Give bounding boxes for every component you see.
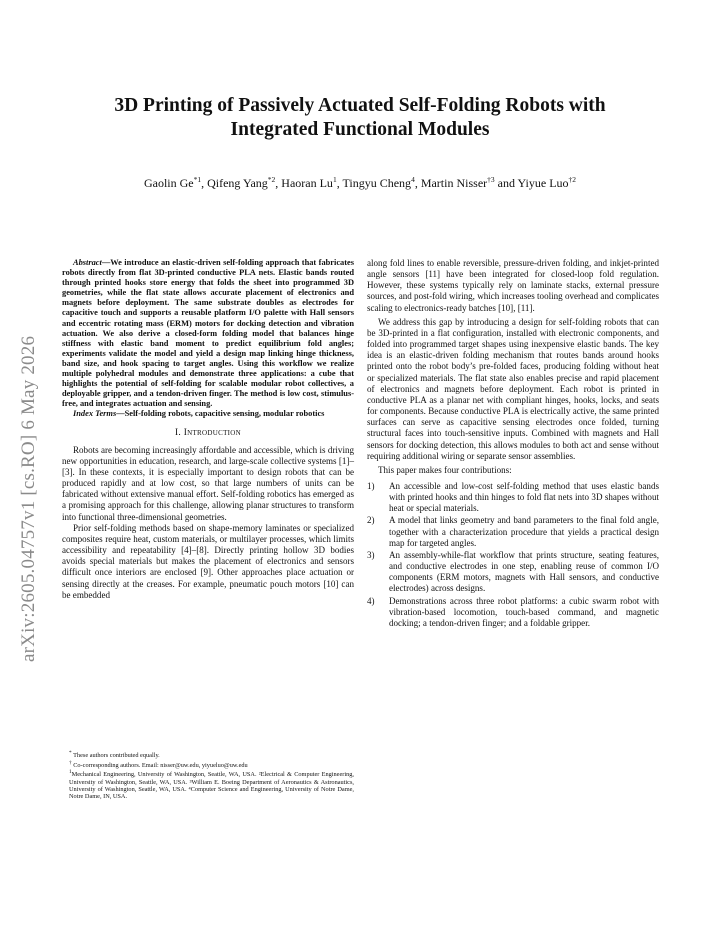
author: Gaolin Ge$^{*1}$, [143,175,208,190]
author: Qifeng Yang$^{*2}$, [207,175,282,190]
title-line-1: 3D Printing of Passively Actuated Self-Folding Robots with [114,95,606,116]
paragraph: We address this gap by introducing a design for self-folding robots that can be 3D-printed in a flat configuration, installed with electronic components, and folded into programmed target shapes using inexpensive elastic bands. The key idea is an elastic-driven folding mechanism that routes bands around hooks printed onto the robot body’s pre-folded faces, producing folding without heat or specialized materials. The flat state also enables precise and rapid placement of electronics and magnets before deployment. Each robot is printed in conductive PLA as a planar net with compliant hinges, hooks, locks, and seats for components. Because conductive PLA is electrically active, the same printed surfaces can serve as capacitive sensing electrodes once folded, turning structural faces into touch-sensitive inputs. Combined with magnets and Hall sensors for docking detection, this allows modules to both act and sense without requiring additional wiring or separate sensor assemblies. [367,316,659,461]
author: Tingyu Cheng$^4$, [342,175,421,190]
abstract-text: —We introduce an elastic-driven self-folding approach that fabricates robots directly from flat 3D-printed conductive PLA nets. Elastic bands routed through printed hooks store energy that folds the sheet into programmed 3D geometries, while the flat state allows accurate placement of electronics and magnets before deployment. The same substrate doubles as electrodes for capacitive touch and supports a reusable platform I/O palette with Hall sensors and eccentric rotating mass (ERM) motors for docking detection and vibration actuation. We also derive a closed-form folding model that balances hinge stiffness with elastic band moment to predict equilibrium fold angles; experiments validate the model and yield a design map linking hinge thickness, band size, and hook spacing to target angles. Using this workflow we realize multiple polyhedral modules and demonstrate three applications: a cube that highlights the potential of self-folding for scalable modular robot collectives, a deployable gripper, and a tendon-driven finger. The method is low cost, stimulus-free, and integrates actuation and sensing. [62,258,354,409]
section-heading-introduction: I. Introduction [175,427,241,438]
footnote-equal-contribution: * These authors contributed equally. [69,750,160,760]
list-item: 1) An accessible and low-cost self-folding method that uses elastic bands with printed hooks and thin hinges to fold flat nets into 3D shapes without heat or special materials. [367,480,659,514]
list-item: 4) Demonstrations across three robot platforms: a cubic swarm robot with vibration-based locomotion, touch-based command, and magnetic docking; a tendon-driven finger; and a foldable gripper. [367,595,659,628]
index-terms [62,409,354,419]
index-terms-text: —Self-folding robots, capacitive sensing, modular robotics [116,409,325,419]
footnote-corresponding-authors: † Co-corresponding authors. Email: nisser@uw.edu, yiyueluo@uw.edu [69,759,248,769]
paper-title [60,94,660,142]
left-column [62,258,354,601]
paragraph: This paper makes four contributions: [378,464,512,475]
list-item: 3) An assembly-while-flat workflow that prints structure, seating features, and conductive electrodes in one step, enabling reuse of common I/O components (ERM motors, magnets with Hall sensors, and conductive electrodes) across designs. [367,549,659,594]
arxiv-identifier: arXiv:2605.04757v1 [cs.RO] 6 May 2026 [18,335,39,662]
title-line-2: Integrated Functional Modules [230,119,490,140]
author: Haoran Lu$^1$, [281,175,343,190]
footnote-affiliations: $^1$Mechanical Engineering, University of Washington, Seattle, WA, USA. ²Electrical & Computer Engineering, University of Washington, Seattle, WA, USA. ³William E. Boeing Department of Aeronautics & Astronautics, University of Washington, Seattle, WA, USA. ⁴Computer Science and Engineering, University of Notre Dame, Notre Dame, IN, USA. [69,769,354,801]
footnotes [62,750,354,801]
abstract-label: Abstract [73,258,102,267]
list-item: 2) A model that links geometry and band parameters to the final fold angle, together with a characterization procedure that yields a practical design map for targeted angles. [367,515,659,548]
paragraph: Prior self-folding methods based on shape-memory laminates or specialized composites require heat, custom materials, or multilayer processes, which limits accessibility and repeatability [4]–[8]. Directly printing hollow 3D bodies avoids special materials but makes the placement of electronics and sensors difficult once interiors are enclosed [9]. Other approaches place actuation or sensing directly at the creases. For example, pneumatic pouch motors [10] can be embedded [62,522,354,600]
author: Yiyue Luo$^{\dagger 2}$ [517,175,577,190]
author: Martin Nisser$^{\dagger 3}$ and [420,175,518,190]
right-column [367,258,659,630]
paragraph: along fold lines to enable reversible, pressure-driven folding, and inkjet-printed angle sensors [11] have been integrated for closed-loop fold regulation. However, these systems typically rely on laminate stacks, external pressure sources, and post-fold wiring, which increases tooling overhead and complicates scaling to electronics-ready batches [10], [11]. [367,258,659,313]
index-terms-label: Index Terms [73,409,117,419]
abstract [62,258,354,409]
author-list [60,175,660,191]
paragraph: Robots are becoming increasingly affordable and accessible, which is driving new opportunities in education, research, and large-scale collective systems [1]–[3]. In these contexts, it is especially important to design robots that can be produced rapidly and at low cost, so that large numbers of units can be fabricated without extensive manual effort. Self-folding robotics has emerged as a promising approach for this challenge, allowing planar structures to transform into functional three-dimensional geometries. [62,444,354,522]
contributions-list [367,481,659,629]
